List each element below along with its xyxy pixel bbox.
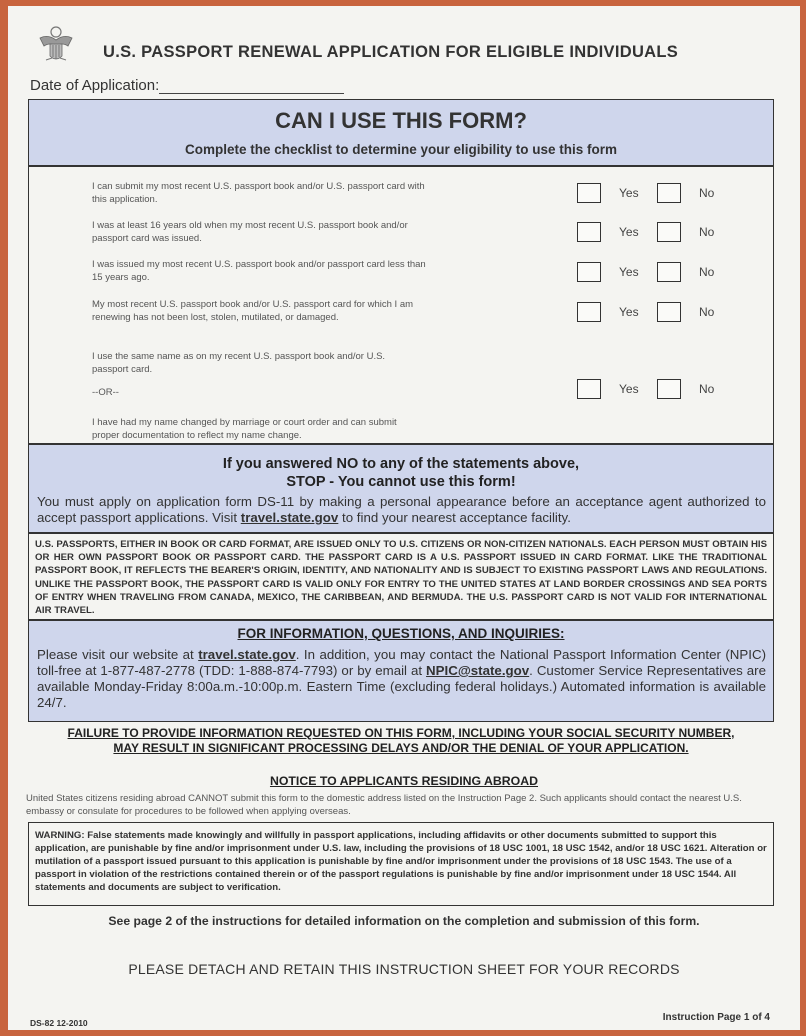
no-label: No: [699, 305, 715, 319]
question-1-yes-checkbox[interactable]: [577, 183, 601, 203]
stop-body-text: You must apply on application form DS-11 by making a personal appearance before an acceptance agent authorized to accept passport applications. Visit: [37, 494, 766, 525]
eagle-seal-icon: [38, 24, 74, 66]
question-5-yes-checkbox[interactable]: [577, 379, 601, 399]
passport-info-text: U.S. PASSPORTS, EITHER IN BOOK OR CARD FORMAT, ARE ISSUED ONLY TO U.S. CITIZENS OR NON-CITIZEN NATIONALS. EACH PERSON MUST OBTAIN HIS OR HER OWN PASSPORT BOOK OR PASSPORT CARD. THE PASSPORT CARD IS A U.S. PASSPORT ISSUED IN CARD FORMAT. LIKE THE TRADITIONAL PASSPORT BOOK, IT REFLECTS THE BEARER'S ORIGIN, IDENTITY, AND NATIONALITY AND IS SUBJECT TO EXISTING PASSPORT LAWS AND REGULATIONS. UNLIKE THE PASSPORT BOOK, THE PASSPORT CARD IS VALID ONLY FOR ENTRY TO THE UNITED STATES AT LAND BORDER CROSSINGS AND SEA PORTS OF ENTRY WHEN TRAVELING FROM CANADA, MEXICO, THE CARIBBEAN, AND BERMUDA. THE U.S. PASSPORT CARD IS NOT VALID FOR INTERNATIONAL AIR TRAVEL.: [35, 539, 767, 617]
eligibility-heading: CAN I USE THIS FORM?: [275, 108, 527, 133]
question-5b: I have had my name changed by marriage or court order and can submit proper documentation to reflect my name change.: [92, 417, 397, 441]
question-4-no-checkbox[interactable]: [657, 302, 681, 322]
no-label: No: [699, 225, 715, 239]
notice-body: United States citizens residing abroad CANNOT submit this form to the domestic address listed on the Instruction Page 2. Such applicants should contact the nearest U.S. embassy or consulate for procedures to be followed when applying overseas.: [26, 793, 742, 817]
see-page-note: See page 2 of the instructions for detailed information on the completion and submission of this form.: [108, 914, 700, 928]
yes-label: Yes: [619, 305, 639, 319]
stop-body-text-end: to find your nearest acceptance facility.: [338, 510, 571, 525]
warning-box: [28, 822, 774, 906]
travel-state-gov-link[interactable]: travel.state.gov: [240, 510, 339, 525]
warning-text: WARNING: False statements made knowingly and willfully in passport applications, including affidavits or other documents submitted to support this application, are punishable by fine and/or imprisonment under U.S. law, including the provisions of 18 USC 1001, 18 USC 1542, and/or 18 USC 1621. Alteration or mutilation of a passport issued pursuant to this application is punishable by fine and/or imprisonment under the provisions of 18 USC 1543. The use of a passport in violation of the restrictions contained therein or of the passport regulations is punishable by fine and/or imprisonment under 18 USC 1544. All statements and documents are subject to verification.: [35, 830, 767, 893]
form-number: DS-82 12-2010: [30, 1018, 88, 1028]
form-title: U.S. PASSPORT RENEWAL APPLICATION FOR ELIGIBLE INDIVIDUALS: [103, 43, 679, 61]
information-body: [37, 647, 766, 711]
question-2: I was at least 16 years old when my most recent U.S. passport book and/or passport card was issued.: [92, 220, 408, 244]
passport-info-box: [28, 533, 774, 620]
no-label: No: [699, 382, 715, 396]
question-2-yes-checkbox[interactable]: [577, 222, 601, 242]
question-1: I can submit my most recent U.S. passport book and/or U.S. passport card with this application.: [92, 181, 425, 205]
info-text-3: . Customer Service Representatives are available Monday-Friday 8:00a.m.-10:00p.m. Eastern Time (excluding federal holidays.) Automated information is available 24/7.: [37, 663, 767, 710]
eligibility-checklist: [28, 166, 774, 444]
page-number: Instruction Page 1 of 4: [662, 1012, 770, 1023]
date-of-application: [30, 77, 344, 94]
question-5-no-checkbox[interactable]: [657, 379, 681, 399]
no-label: No: [699, 265, 715, 279]
question-5-or: --OR--: [92, 387, 119, 398]
question-5a: I use the same name as on my recent U.S. passport book and/or U.S. passport card.: [92, 351, 386, 375]
date-input-line[interactable]: [159, 79, 344, 94]
failure-warning: [30, 726, 772, 756]
information-heading: FOR INFORMATION, QUESTIONS, AND INQUIRIES:: [237, 626, 565, 641]
question-4: My most recent U.S. passport book and/or U.S. passport card for which I am renewing has not been lost, stolen, mutilated, or damaged.: [92, 299, 414, 323]
stop-line-2: STOP - You cannot use this form!: [286, 474, 516, 490]
question-4-yes-checkbox[interactable]: [577, 302, 601, 322]
information-box: [28, 620, 774, 722]
eligibility-subheading: Complete the checklist to determine your eligibility to use this form: [184, 142, 618, 157]
yes-label: Yes: [619, 186, 639, 200]
question-3: I was issued my most recent U.S. passport book and/or passport card less than 15 years ago.: [92, 259, 426, 283]
failure-line-2: MAY RESULT IN SIGNIFICANT PROCESSING DELAYS AND/OR THE DENIAL OF YOUR APPLICATION.: [113, 741, 689, 755]
no-label: No: [699, 186, 715, 200]
question-3-no-checkbox[interactable]: [657, 262, 681, 282]
info-text-2: . In addition, you may contact the National Passport Information Center (NPIC) toll-free at 1-877-487-2778 (TDD: 1-888-874-7793) or by email at: [37, 647, 766, 678]
question-2-no-checkbox[interactable]: [657, 222, 681, 242]
notice-heading: NOTICE TO APPLICANTS RESIDING ABROAD: [269, 774, 539, 788]
yes-label: Yes: [619, 225, 639, 239]
info-text-1: Please visit our website at: [37, 647, 199, 662]
date-label: Date of Application:: [30, 77, 160, 94]
failure-line-1: FAILURE TO PROVIDE INFORMATION REQUESTED ON THIS FORM, INCLUDING YOUR SOCIAL SECURITY NUMBER,: [67, 726, 735, 740]
stop-box: [28, 444, 774, 533]
eligibility-heading-box: [28, 99, 774, 166]
stop-line-1: If you answered NO to any of the statements above,: [222, 456, 580, 472]
question-1-no-checkbox[interactable]: [657, 183, 681, 203]
question-3-yes-checkbox[interactable]: [577, 262, 601, 282]
website-link[interactable]: travel.state.gov: [198, 647, 296, 662]
email-link[interactable]: NPIC@state.gov: [426, 663, 530, 678]
detach-note: PLEASE DETACH AND RETAIN THIS INSTRUCTION SHEET FOR YOUR RECORDS: [128, 961, 680, 977]
yes-label: Yes: [619, 382, 639, 396]
form-page: [8, 6, 800, 1030]
stop-body: [37, 494, 766, 526]
yes-label: Yes: [619, 265, 639, 279]
